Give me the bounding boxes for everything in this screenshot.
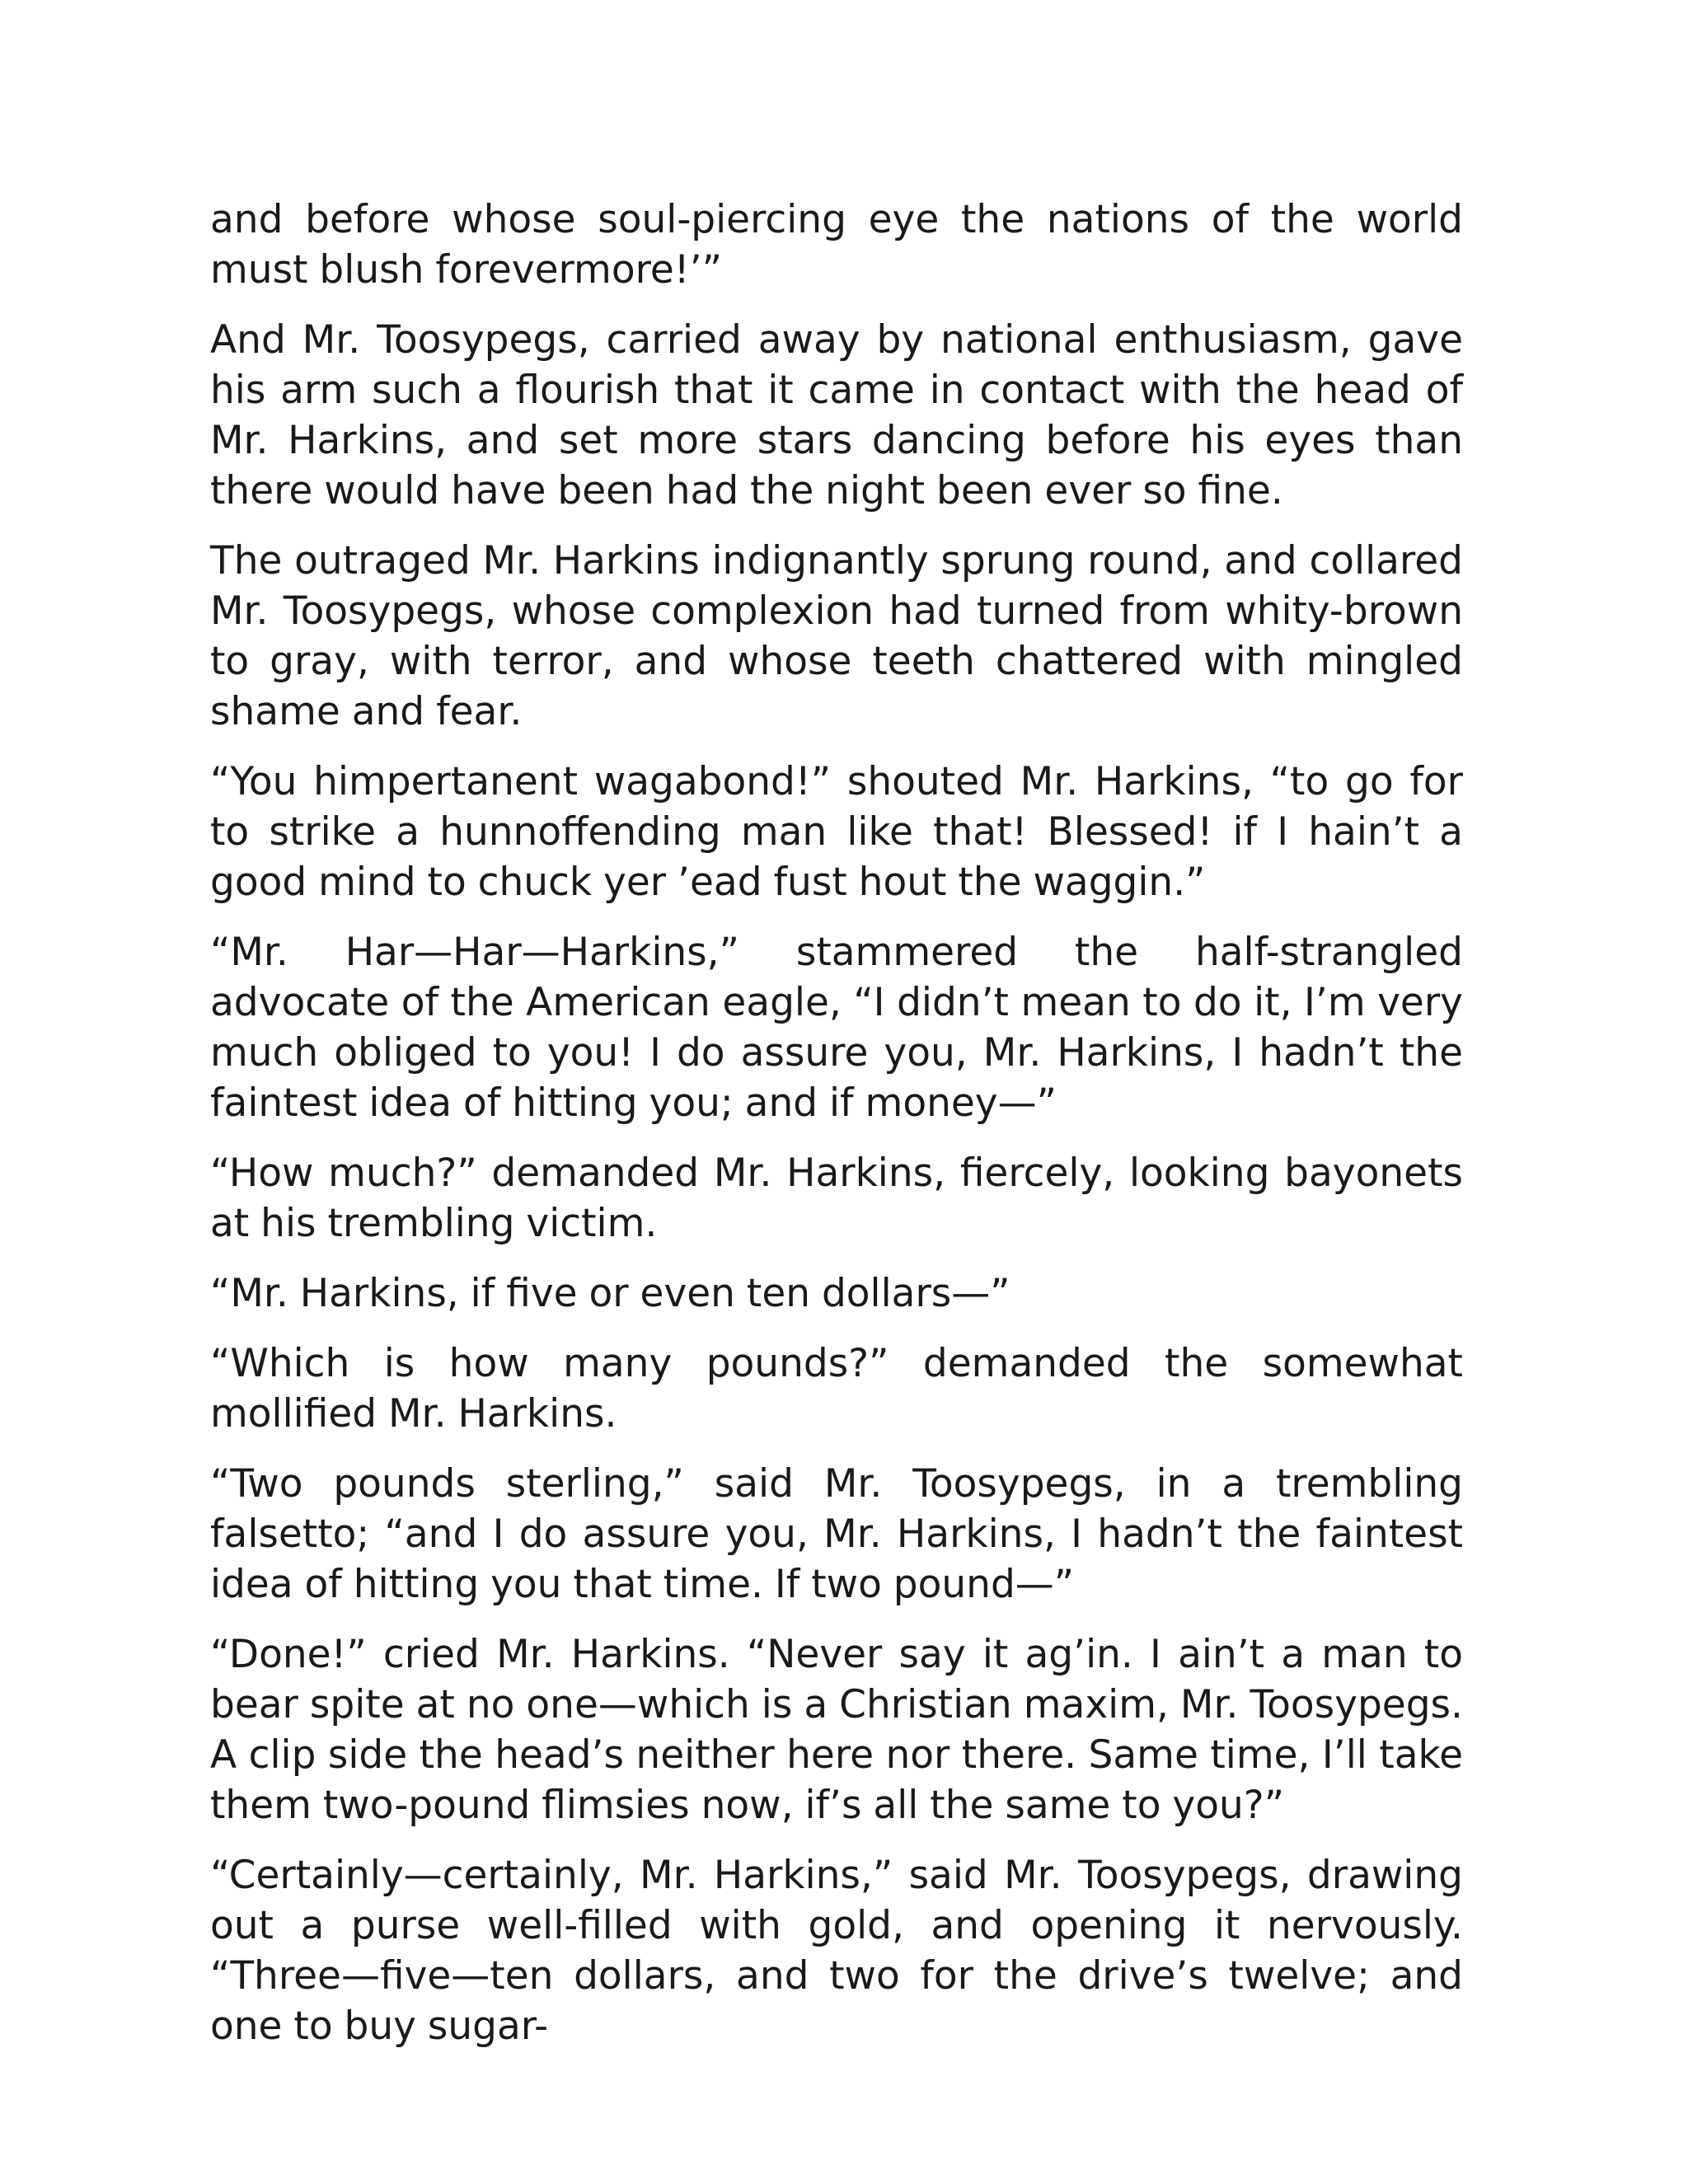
paragraph-8: “Which is how many pounds?” demanded the somewhat mollified Mr. Harkins. — [210, 1341, 1463, 1436]
paragraph-9: “Two pounds sterling,” said Mr. Toosypegs, in a trembling falsetto; “and I do assure you, Mr. Harkins, I hadn’t the faintest idea of hitting you that time. If two pound—” — [210, 1461, 1463, 1607]
paragraph-5: “Mr. Har—Har—Harkins,” stammered the half-strangled advocate of the American eagle, “I didn’t mean to do it, I’m very much obliged to you! I do assure you, Mr. Harkins, I hadn’t the faintest idea of hitting you; and if money—” — [210, 930, 1463, 1126]
paragraph-10: “Done!” cried Mr. Harkins. “Never say it ag’in. I ain’t a man to bear spite at no one—which is a Christian maxim, Mr. Toosypegs. A clip side the head’s neither here nor there. Same time, I’ll take them two-pound flimsies now, if’s all the same to you?” — [210, 1632, 1463, 1828]
paragraph-3: The outraged Mr. Harkins indignantly sprung round, and collared Mr. Toosypegs, whose complexion had turned from whity-brown to gray, with terror, and whose teeth chattered with mingled shame and fear. — [210, 538, 1463, 734]
paragraph-4: “You himpertanent wagabond!” shouted Mr. Harkins, “to go for to strike a hunnoffending man like that! Blessed! if I hain’t a good mind to chuck yer ’ead fust hout the waggin.” — [210, 759, 1463, 905]
paragraph-6: “How much?” demanded Mr. Harkins, fiercely, looking bayonets at his trembling victim. — [210, 1151, 1463, 1246]
paragraph-7: “Mr. Harkins, if five or even ten dollars—” — [210, 1271, 1010, 1316]
paragraph-2: And Mr. Toosypegs, carried away by national enthusiasm, gave his arm such a flourish that it came in contact with the head of Mr. Harkins, and set more stars dancing before his eyes than there would have been had the night been ever so fine. — [210, 317, 1463, 513]
paragraph-11: “Certainly—certainly, Mr. Harkins,” said Mr. Toosypegs, drawing out a purse well-filled with gold, and opening it nervously. “Three—five—ten dollars, and two for the drive’s twelve; and one to buy sugar- — [210, 1853, 1463, 2049]
page-body — [210, 194, 1463, 2071]
paragraph-1: and before whose soul-piercing eye the nations of the world must blush forevermore!’” — [210, 197, 1463, 293]
